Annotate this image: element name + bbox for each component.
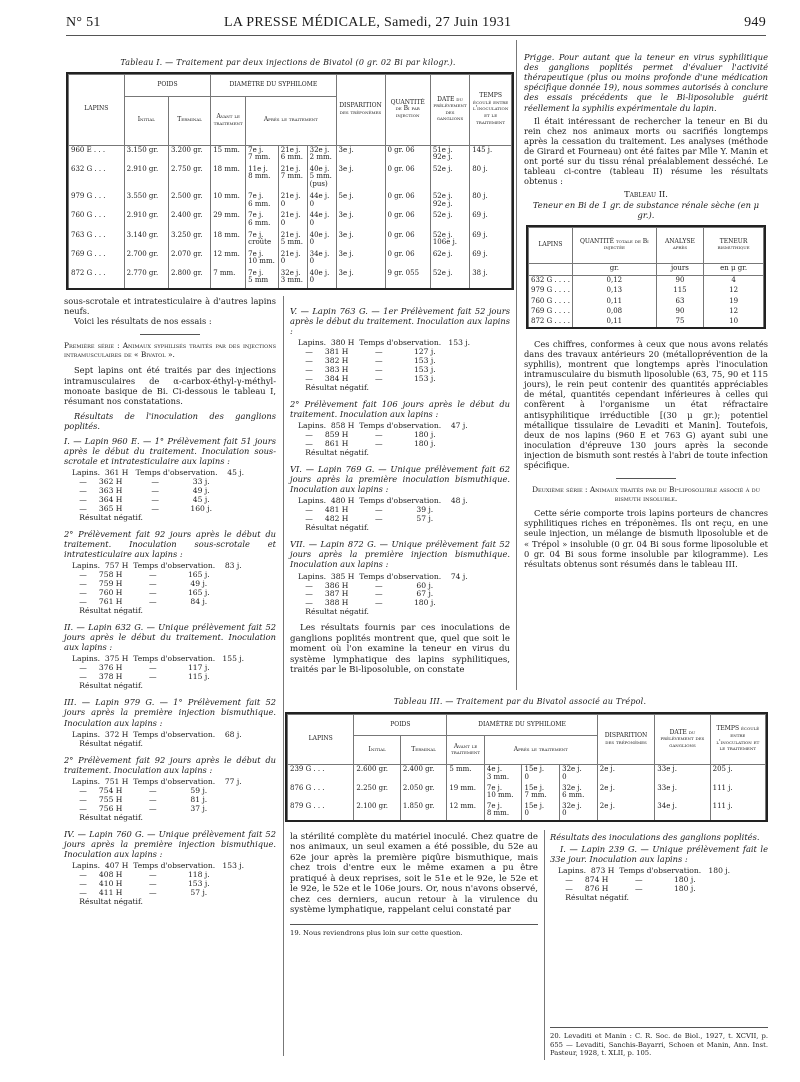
t1-h-diam: DIAMÈTRE DU SYPHILOME bbox=[211, 75, 336, 97]
t3-cell: 4e j. 3 mm. bbox=[484, 765, 522, 784]
c1-item2: 2° Prélèvement fait 92 jours après le début du traitement. Inoculation sous-scrotale et intratesticulaire aux lapins : bbox=[64, 529, 276, 560]
c3-table2-subtitle: Teneur en Bi de 1 gr. de substance rénale sèche (en μ gr.). bbox=[532, 199, 760, 220]
journal-title: LA PRESSE MÉDICALE, Samedi, 27 Juin 1931 bbox=[224, 15, 512, 30]
t3-cell: 2e j. bbox=[597, 802, 655, 820]
t1-cell: 69 j. bbox=[470, 250, 512, 269]
t1-cell: 3e j. bbox=[336, 250, 385, 269]
t1-cell: 0 gr. 06 bbox=[385, 145, 430, 165]
t1-cell: 44e j. 0 bbox=[307, 192, 336, 211]
c1-item1: I. — Lapin 960 E. — 1° Prélèvement fait 51 jours après le début du traitement. Inoculation sous-scrotale et intratesticulaire aux lapins : bbox=[64, 436, 276, 467]
t2-cell: 979 G . . . . bbox=[529, 286, 573, 296]
t1-cell: 3.140 gr. bbox=[124, 231, 168, 250]
table3 bbox=[285, 712, 768, 822]
t3-h-date: DATE du prélèvement des ganglions bbox=[655, 715, 710, 765]
t1-cell: 15 mm. bbox=[211, 145, 246, 165]
t3-cell: 15e j. 7 mm. bbox=[522, 784, 560, 802]
t1-cell: 2.800 gr. bbox=[168, 269, 210, 288]
t1-cell: 40e j. 0 bbox=[307, 269, 336, 288]
t2-cell: 0,13 bbox=[572, 286, 656, 296]
t1-cell: 0 gr. 06 bbox=[385, 165, 430, 193]
t1-cell: 18 mm. bbox=[211, 165, 246, 193]
t2-row bbox=[529, 286, 764, 296]
c1-list3: Lapins. 375 H Temps d'observation. 155 j. — 376 H — 117 j. — 378 H — 115 j. Résultat négatif. bbox=[72, 654, 245, 691]
table1 bbox=[66, 72, 514, 290]
footnote-20: 20. Levaditi et Manin : C. R. Soc. de Biol., 1927, t. XCVII, p. 655 — Levaditi, Sanchis-Bayarri, Schoen et Manin, Ann. Inst. Pasteur, 1928, t. XLII, p. 105. bbox=[550, 1032, 768, 1058]
t2-cell: 0,11 bbox=[572, 297, 656, 307]
t1-cell: 38 j. bbox=[470, 269, 512, 288]
c1-list2: Lapins. 757 H Temps d'observation. 83 j. — 758 H — 165 j. — 759 H — 49 j. — 760 H — 165 j. — 761 H — 84 j. Résultat négatif. bbox=[72, 561, 242, 616]
t1-h-temps: TEMPS écoulé entre l'inoculation et le traitement bbox=[470, 75, 512, 146]
t2-cell: 0,12 bbox=[572, 276, 656, 287]
c1-list4: Lapins. 372 H Temps d'observation. 68 j. Résultat négatif. bbox=[72, 729, 242, 748]
t1-row bbox=[69, 192, 512, 211]
bottom-col-2 bbox=[290, 832, 538, 937]
c2-item2: 2° Prélèvement fait 106 jours après le début du traitement. Inoculation aux lapins : bbox=[290, 399, 510, 420]
t1-cell: 979 G . . . bbox=[69, 192, 125, 211]
t2-h1: QUANTITÉ totale de Bi injectée bbox=[572, 227, 656, 263]
t1-cell: 21e j. 0 bbox=[278, 250, 307, 269]
t3-cell: 34e j. bbox=[655, 802, 710, 820]
t3-row bbox=[288, 765, 766, 784]
t2-row bbox=[529, 307, 764, 317]
c1-results-title: Résultats de l'inoculation des ganglions poplités. bbox=[64, 410, 276, 431]
t2-h0: LAPINS bbox=[529, 227, 573, 263]
t1-cell: 52e j. bbox=[430, 165, 469, 193]
t3-cell: 32e j. 0 bbox=[560, 765, 598, 784]
t1-cell: 760 G . . . bbox=[69, 211, 125, 230]
t1-cell: 3.550 gr. bbox=[124, 192, 168, 211]
t2-unit: en μ gr. bbox=[704, 263, 764, 276]
t1-cell: 3.250 gr. bbox=[168, 231, 210, 250]
t1-cell: 3e j. bbox=[336, 165, 385, 193]
c1-series1-title: Première série : Animaux syphilisés traités par des injections intramusculaires de « Bivatol ». bbox=[64, 341, 276, 360]
c1-item5: 2° Prélèvement fait 92 jours après le début du traitement. Inoculation aux lapins : bbox=[64, 754, 276, 775]
t1-cell: 2.070 gr. bbox=[168, 250, 210, 269]
t1-cell: 44e j. 0 bbox=[307, 211, 336, 230]
table3-caption: Tableau III. — Traitement par du Bivatol associé au Trépol. bbox=[393, 697, 647, 706]
t2-cell: 4 bbox=[704, 276, 764, 287]
c2-list4: Lapins. 385 H Temps d'observation. 74 j. — 386 H — 60 j. — 387 H — 67 j. — 388 H — 180 j. Résultat négatif. bbox=[298, 571, 468, 617]
t1-h-date: DATE du prélèvement des ganglions bbox=[430, 75, 469, 146]
t1-cell: 52e j. 106e j. bbox=[430, 231, 469, 250]
t3-h-lapins: LAPINS bbox=[288, 715, 354, 765]
t1-h-apres: Après le traitement bbox=[246, 97, 336, 145]
t1-h-quant: QUANTITÉ de Bi par injection bbox=[385, 75, 430, 146]
t3-cell: 33e j. bbox=[655, 784, 710, 802]
t3-h-disp: DISPARITION des tréponèmes bbox=[597, 715, 655, 765]
column-rule-3 bbox=[544, 830, 545, 1060]
t1-cell: 21e j. 7 mm. bbox=[278, 165, 307, 193]
c2-list3: Lapins. 480 H Temps d'observation. 48 j. — 481 H — 39 j. — 482 H — 57 j. Résultat négatif. bbox=[298, 496, 468, 533]
t3-cell: 32e j. 6 mm. bbox=[560, 784, 598, 802]
c1-list1: Lapins. 361 H Temps d'observation. 45 j. — 362 H — 33 j. — 363 H — 49 j. — 364 H — 45 j. — 365 H — 160 j. Résultat négatif. bbox=[72, 468, 245, 523]
t1-cell: 80 j. bbox=[470, 165, 512, 193]
t1-cell: 3e j. bbox=[336, 269, 385, 288]
t3-cell: 2.600 gr. bbox=[354, 765, 400, 784]
c2-list1: Lapins. 380 H Temps d'observation. 153 j. — 381 H — 127 j. — 382 H — 153 j. — 383 H — 153 j. — 384 H — 153 j. Résultat négatif. bbox=[298, 338, 471, 393]
bottom-col-3 bbox=[550, 832, 768, 1058]
column-2 bbox=[290, 306, 510, 676]
c1-list6: Lapins. 407 H Temps d'observation. 153 j. — 408 H — 118 j. — 410 H — 153 j. — 411 H — 57 j. Résultat négatif. bbox=[72, 860, 245, 906]
t3-cell: 205 j. bbox=[710, 765, 765, 784]
c2-para2: la stérilité complète du matériel inoculé. Chez quatre de nos animaux, un seul examen a été possible, du 52e au 62e jour après la première piqûre bismuthique, mais chez trois d'entre eux le même examen a pu être pratiqué à deux reprises, soit le 51e et le 92e, le 52e et le 92e, le 52e et le 106e jours. Or, nous n'avons observé, chez ces derniers, aucun retour à la virulence du système lymphatique, rappelant celui constaté par bbox=[290, 832, 538, 916]
c2-item3: VI. — Lapin 769 G. — Unique prélèvement fait 62 jours après la première inoculation bismuthique. Inoculation aux lapins : bbox=[290, 464, 510, 495]
c1-para2: Voici les résultats de nos essais : bbox=[74, 316, 212, 327]
t2-cell: 90 bbox=[656, 276, 703, 287]
separator bbox=[616, 478, 676, 479]
t3-cell: 879 G . . . bbox=[288, 802, 354, 820]
t1-cell: 2.750 gr. bbox=[168, 165, 210, 193]
c3-list1: Lapins. 873 H Temps d'observation. 180 j. — 874 H — 180 j. — 876 H — 180 j. Résultat négatif. bbox=[558, 866, 731, 903]
t1-cell: 12 mm. bbox=[211, 250, 246, 269]
c3-series2-title: Deuxième série : Animaux traités par du Bi-liposoluble associé à du bismuth insoluble. bbox=[532, 485, 760, 504]
c1-item3: II. — Lapin 632 G. — Unique prélèvement fait 52 jours après le début du traitement. Inoculation aux lapins : bbox=[64, 622, 276, 653]
t1-cell: 2.700 gr. bbox=[124, 250, 168, 269]
t1-cell: 0 gr. 06 bbox=[385, 211, 430, 230]
t1-cell: 960 E . . . bbox=[69, 145, 125, 165]
c3-table2-caption: Tableau II. bbox=[624, 189, 668, 200]
c3-results-title: Résultats des inoculations des ganglions poplités. bbox=[550, 832, 760, 842]
t1-cell: 51e j. 92e j. bbox=[430, 145, 469, 165]
column-rule-1 bbox=[283, 296, 284, 1056]
footnote-19: 19. Nous reviendrons plus loin sur cette question. bbox=[290, 928, 463, 937]
t3-cell: 876 G . . . bbox=[288, 784, 354, 802]
t2-unit: gr. bbox=[572, 263, 656, 276]
t1-cell: 52e j. 92e j. bbox=[430, 192, 469, 211]
t3-h-apres: Après le traitement bbox=[484, 735, 597, 764]
t1-h-disp: DISPARITION des tréponèmes bbox=[336, 75, 385, 146]
t1-h-lapins: LAPINS bbox=[69, 75, 125, 146]
t1-cell: 0 gr. 06 bbox=[385, 250, 430, 269]
t1-cell: 3e j. bbox=[336, 231, 385, 250]
t3-cell: 2.250 gr. bbox=[354, 784, 400, 802]
t3-h-terminal: Terminal bbox=[400, 735, 446, 764]
t1-cell: 7e j. 10 mm. bbox=[246, 250, 279, 269]
t1-cell: 3e j. bbox=[336, 211, 385, 230]
t3-cell: 2e j. bbox=[597, 765, 655, 784]
t2-cell: 10 bbox=[704, 317, 764, 327]
t1-h-poids: POIDS bbox=[124, 75, 211, 97]
t2-cell: 115 bbox=[656, 286, 703, 296]
c2-item1: V. — Lapin 763 G. — 1er Prélèvement fait 52 jours après le début du traitement. Inoculation aux lapins : bbox=[290, 306, 510, 337]
page-header bbox=[66, 14, 766, 32]
t1-cell: 3.200 gr. bbox=[168, 145, 210, 165]
t1-h-terminal: Terminal bbox=[168, 97, 210, 145]
t3-cell: 111 j. bbox=[710, 802, 765, 820]
c1-list5: Lapins. 751 H Temps d'observation. 77 j. — 754 H — 59 j. — 755 H — 81 j. — 756 H — 37 j. Résultat négatif. bbox=[72, 776, 242, 822]
t1-cell: 80 j. bbox=[470, 192, 512, 211]
t1-cell: 5e j. bbox=[336, 192, 385, 211]
t3-row bbox=[288, 802, 766, 820]
t1-cell: 11e j. 8 mm. bbox=[246, 165, 279, 193]
t3-cell: 239 G . . . bbox=[288, 765, 354, 784]
t1-cell: 32e j. 3 mm. bbox=[278, 269, 307, 288]
separator bbox=[140, 334, 200, 335]
t3-cell: 15e j. 0 bbox=[522, 802, 560, 820]
t3-h-diam: DIAMÈTRE DU SYPHILOME bbox=[447, 715, 597, 736]
t3-cell: 111 j. bbox=[710, 784, 765, 802]
t1-cell: 7e j. croûte bbox=[246, 231, 279, 250]
t1-cell: 21e j. 5 mm. bbox=[278, 231, 307, 250]
t3-cell: 2.400 gr. bbox=[400, 765, 446, 784]
t2-row bbox=[529, 276, 764, 287]
t1-cell: 632 G . . . bbox=[69, 165, 125, 193]
column-rule-2 bbox=[516, 40, 517, 690]
t3-cell: 15e j. 0 bbox=[522, 765, 560, 784]
t1-cell: 52e j. bbox=[430, 269, 469, 288]
t1-cell: 34e j. 0 bbox=[307, 250, 336, 269]
t1-cell: 69 j. bbox=[470, 211, 512, 230]
t3-row bbox=[288, 784, 766, 802]
page-number: 949 bbox=[744, 15, 766, 30]
t1-cell: 7e j. 5 mm bbox=[246, 269, 279, 288]
footnote-rule bbox=[290, 924, 538, 925]
c3-para3: Ces chiffres, conformes à ceux que nous avons relatés dans des travaux antérieurs 20 (métalloprévention de la syphilis), montrent que longtemps après l'inoculation intramusculaire du bismuth liposoluble (63, 75, 90 et 115 jours), le rein peut contenir des quantités appréciables de métal, quantités cependant inférieures à celles qui confèrent à l'organisme un état réfractaire antisyphilitique irréductible [(30 μ gr.); potentiel métallique tissulaire de Levaditi et Manin]. Toutefois, deux de nos lapins (960 E et 763 G) ayant subi une inoculation d'épreuve 130 jours après la seconde injection de bismuth sont restés à l'abri de toute infection spécifique. bbox=[524, 338, 768, 471]
t1-cell: 21e j. 6 mm. bbox=[278, 145, 307, 165]
c2-item4: VII. — Lapin 872 G. — Unique prélèvement fait 52 jours après la première injection bismuthique. Inoculation aux lapins : bbox=[290, 539, 510, 570]
t1-cell: 145 j. bbox=[470, 145, 512, 165]
t2-cell: 872 G . . . . bbox=[529, 317, 573, 327]
t1-cell: 2.910 gr. bbox=[124, 211, 168, 230]
t1-cell: 2.910 gr. bbox=[124, 165, 168, 193]
t3-cell: 12 mm. bbox=[447, 802, 485, 820]
t1-cell: 21e j. 0 bbox=[278, 192, 307, 211]
table2 bbox=[526, 225, 766, 329]
t2-cell: 632 G . . . . bbox=[529, 276, 573, 287]
t3-h-initial: Initial bbox=[354, 735, 400, 764]
table1-caption: Tableau I. — Traitement par deux injections de Bivatol (0 gr. 02 Bi par kilogr.). bbox=[120, 58, 456, 67]
t1-cell: 21e j. 0 bbox=[278, 211, 307, 230]
t2-cell: 12 bbox=[704, 286, 764, 296]
t1-cell: 40e j. 0 bbox=[307, 231, 336, 250]
t1-cell: 32e j. 2 mm. bbox=[307, 145, 336, 165]
t2-cell: 90 bbox=[656, 307, 703, 317]
t1-h-avant: Avant le traitement bbox=[211, 97, 246, 145]
t2-h2: ANALYSE après bbox=[656, 227, 703, 263]
t1-cell: 7e j. 6 mm. bbox=[246, 192, 279, 211]
t3-h-avant: Avant le traitement bbox=[447, 735, 485, 764]
t1-cell: 763 G . . . bbox=[69, 231, 125, 250]
t3-cell: 7e j. 10 mm. bbox=[484, 784, 522, 802]
t1-cell: 29 mm. bbox=[211, 211, 246, 230]
t1-cell: 9 gr. 055 bbox=[385, 269, 430, 288]
t2-cell: 0,08 bbox=[572, 307, 656, 317]
t1-cell: 0 gr. 06 bbox=[385, 231, 430, 250]
t2-cell: 12 bbox=[704, 307, 764, 317]
t1-row bbox=[69, 231, 512, 250]
t1-cell: 2.400 gr. bbox=[168, 211, 210, 230]
t3-h-poids: POIDS bbox=[354, 715, 447, 736]
c1-item4: III. — Lapin 979 G. — 1° Prélèvement fait 52 jours après la première injection bismuthique. Inoculation aux lapins : bbox=[64, 697, 276, 728]
t3-cell: 2.050 gr. bbox=[400, 784, 446, 802]
header-rule bbox=[66, 35, 766, 36]
t1-row bbox=[69, 145, 512, 165]
t3-cell: 19 mm. bbox=[447, 784, 485, 802]
t2-cell: 63 bbox=[656, 297, 703, 307]
t1-cell: 52e j. bbox=[430, 211, 469, 230]
t2-unit bbox=[529, 263, 573, 276]
t2-row bbox=[529, 297, 764, 307]
t1-cell: 2.770 gr. bbox=[124, 269, 168, 288]
footnote-rule bbox=[550, 1027, 768, 1028]
t2-unit: jours bbox=[656, 263, 703, 276]
t1-cell: 2.500 gr. bbox=[168, 192, 210, 211]
c3-para4: Cette série comporte trois lapins porteurs de chancres syphilitiques riches en tréponèmes. Ils ont reçu, en une seule injection, un mélange de bismuth liposoluble et de « Trépol » insoluble (0 gr. 04 Bi sous forme liposoluble et 0 gr. 04 Bi sous forme insoluble par kilogramme). Les résultats obtenus sont résumés dans le tableau III. bbox=[524, 508, 768, 569]
t3-cell: 33e j. bbox=[655, 765, 710, 784]
c1-para1: sous-scrotale et intratesticulaire à d'autres lapins neufs. bbox=[64, 296, 276, 317]
t2-row bbox=[529, 317, 764, 327]
t1-cell: 40e j. 5 mm. (pus) bbox=[307, 165, 336, 193]
t3-h-temps: TEMPS écoulé entre l'inoculation et le traitement bbox=[710, 715, 765, 765]
t1-cell: 10 mm. bbox=[211, 192, 246, 211]
t1-row bbox=[69, 250, 512, 269]
t2-cell: 769 G . . . . bbox=[529, 307, 573, 317]
c3-para1: Prigge. Pour autant que la teneur en virus syphilitique des ganglions poplités permet d'évaluer l'activité thérapeutique (plus ou moins profonde d'une médication spécifique donnée 19), nous sommes autorisés à conclure des essais précédents que le Bi-liposoluble guérit réellement la syphilis expérimentale du lapin. bbox=[524, 52, 768, 113]
t2-cell: 760 G . . . . bbox=[529, 297, 573, 307]
c1-item6: IV. — Lapin 760 G. — Unique prélèvement fait 52 jours après la première injection bismuthique. Inoculation aux lapins : bbox=[64, 828, 276, 859]
t1-row bbox=[69, 269, 512, 288]
column-1 bbox=[64, 296, 276, 907]
t3-cell: 5 mm. bbox=[447, 765, 485, 784]
t2-cell: 75 bbox=[656, 317, 703, 327]
t1-cell: 7e j. 6 mm. bbox=[246, 211, 279, 230]
t2-cell: 19 bbox=[704, 297, 764, 307]
c3-item1: I. — Lapin 239 G. — Unique prélèvement fait le 33e jour. Inoculation aux lapins : bbox=[550, 844, 768, 865]
t1-cell: 769 G . . . bbox=[69, 250, 125, 269]
t2-cell: 0,11 bbox=[572, 317, 656, 327]
t1-cell: 62e j. bbox=[430, 250, 469, 269]
column-3 bbox=[524, 52, 768, 569]
t1-cell: 3.150 gr. bbox=[124, 145, 168, 165]
c2-para1: Les résultats fournis par ces inoculations de ganglions poplités montrent que, quel que soit le moment où l'on examine la teneur en virus du système lymphatique des lapins syphilitiques, traités par le Bi-liposoluble, on constate bbox=[290, 623, 510, 676]
t1-cell: 0 gr. 06 bbox=[385, 192, 430, 211]
t3-cell: 2.100 gr. bbox=[354, 802, 400, 820]
issue-number: N° 51 bbox=[66, 15, 101, 30]
t1-cell: 3e j. bbox=[336, 145, 385, 165]
c3-para2: Il était intéressant de rechercher la teneur en Bi du rein chez nos animaux morts ou sacrifiés longtemps après la cessation du traitement. Les analyses (méthode de Girard et Fourneau) ont été faites par Mlle Y. Manin et ont porté sur du tissu rénal préalablement desséché. Le tableau ci-contre (tableau II) résume les résultats obtenus : bbox=[524, 115, 768, 187]
t2-h3: TENEUR bismuthique bbox=[704, 227, 764, 263]
t3-cell: 2e j. bbox=[597, 784, 655, 802]
t1-cell: 18 mm. bbox=[211, 231, 246, 250]
t1-row bbox=[69, 165, 512, 193]
c1-para3: Sept lapins ont été traités par des injections intramusculaires de α-carbox-éthyl-γ-méthyl-monoate basique de Bi. Ci-dessous le tableau I, résumant nos constatations. bbox=[64, 365, 276, 406]
t1-row bbox=[69, 211, 512, 230]
t3-cell: 1.850 gr. bbox=[400, 802, 446, 820]
t1-cell: 7 mm. bbox=[211, 269, 246, 288]
t1-h-initial: Initial bbox=[124, 97, 168, 145]
t3-cell: 7e j. 8 mm. bbox=[484, 802, 522, 820]
c2-list2: Lapins. 858 H Temps d'observation. 47 j. — 859 H — 180 j. — 861 H — 180 j. Résultat négatif. bbox=[298, 421, 468, 458]
t1-cell: 872 G . . . bbox=[69, 269, 125, 288]
t1-cell: 7e j. 7 mm. bbox=[246, 145, 279, 165]
t1-cell: 69 j. bbox=[470, 231, 512, 250]
t3-cell: 32e j. 0 bbox=[560, 802, 598, 820]
